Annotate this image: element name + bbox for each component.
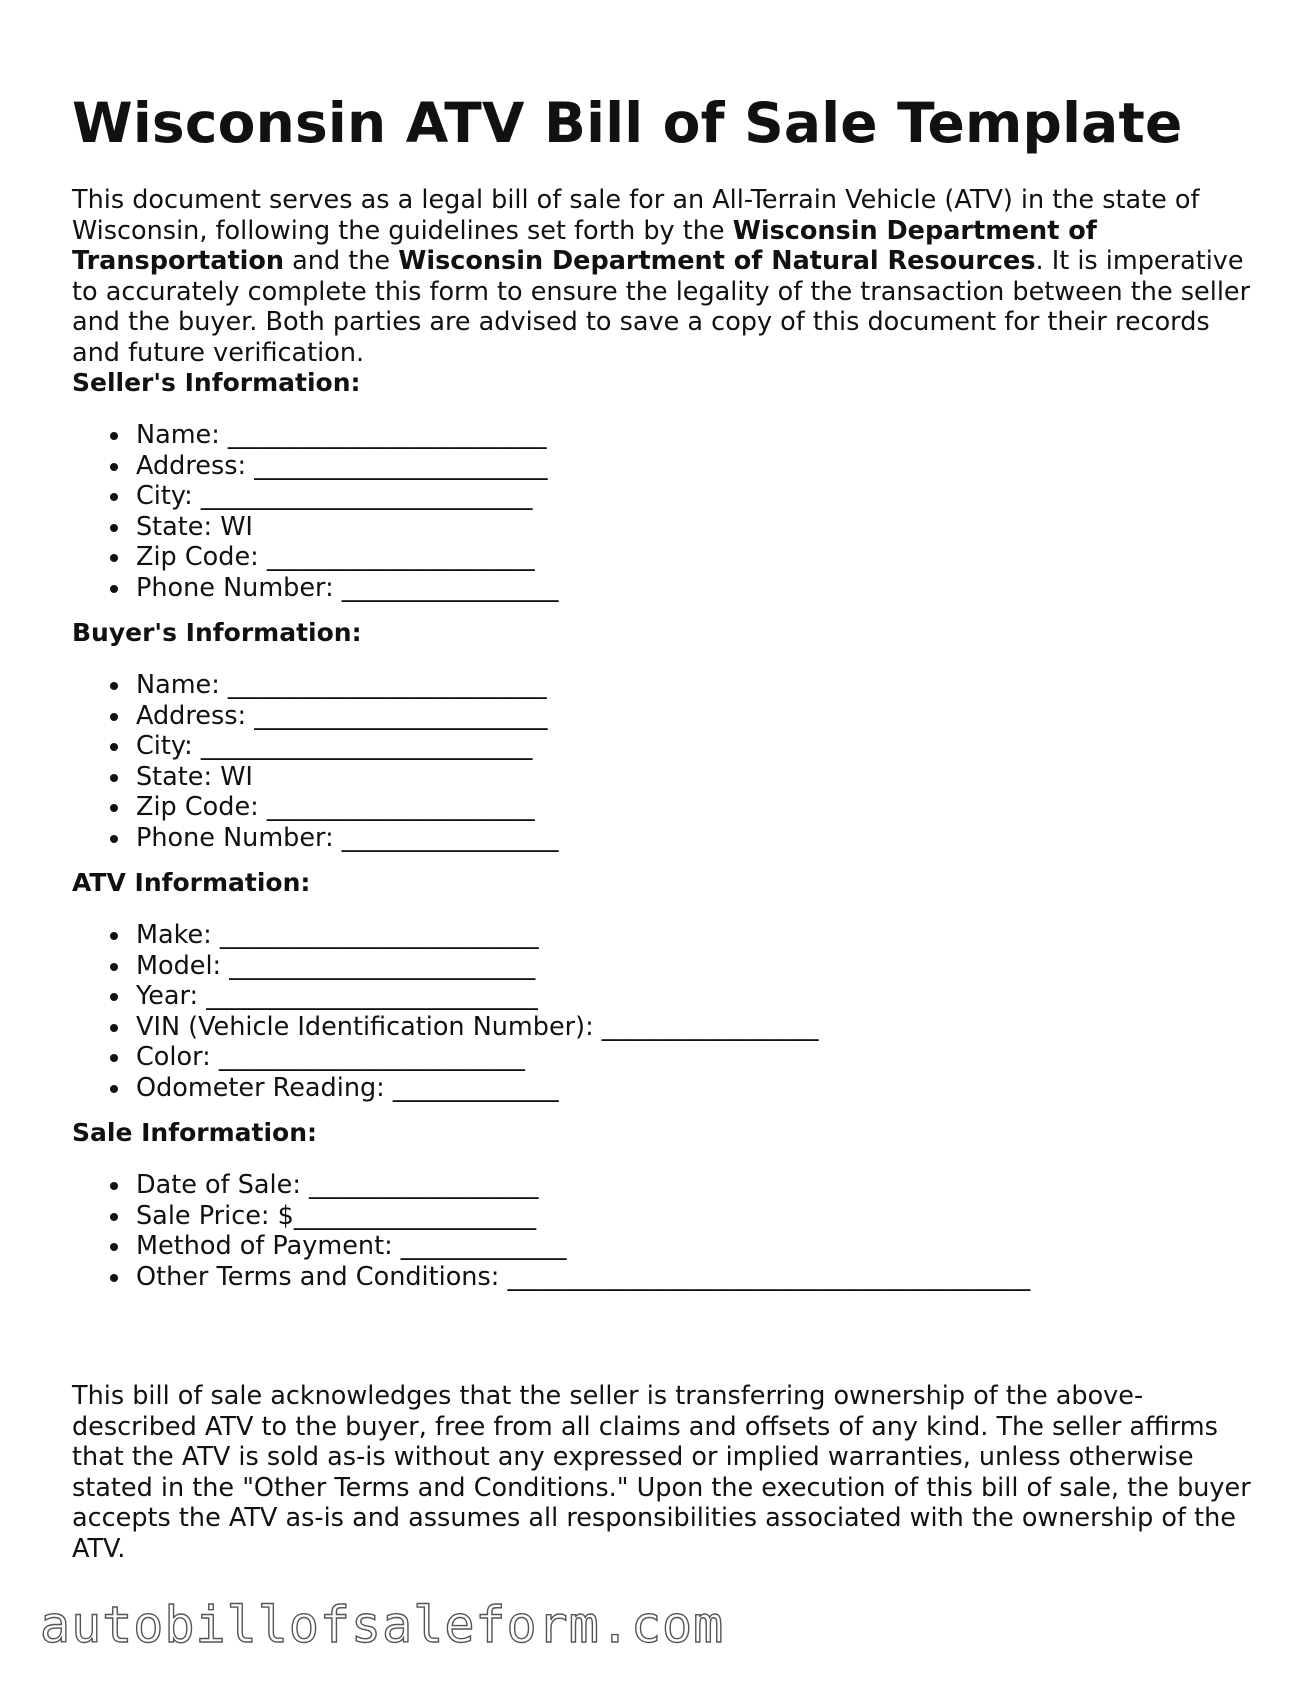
closing-paragraph: This bill of sale acknowledges that the seller is transferring ownership of the above-described ATV to the buyer, free from all claims and offsets of any kind. The seller affirms that the ATV is sold as-is without any expressed or implied warranties, unless otherwise stated in the "Other Terms and Conditions." Upon the execution of this bill of sale, the buyer accepts the ATV as-is and assumes all responsibilities associated with the ownership of the ATV. [72, 1381, 1251, 1564]
buyer-city-field[interactable]: City: __________________________ [72, 731, 559, 762]
page-title: Wisconsin ATV Bill of Sale Template [72, 91, 1183, 155]
atv-list [72, 920, 819, 1103]
intro-paragraph [72, 185, 1252, 368]
intro-bold-dot: Wisconsin Department of Transportation [72, 215, 1097, 276]
atv-model-field[interactable]: Model: ________________________ [72, 951, 819, 982]
atv-vin-field[interactable]: VIN (Vehicle Identification Number): _________________ [72, 1012, 819, 1043]
site-watermark: autobillofsaleform.com [40, 1596, 725, 1654]
seller-heading: Seller's Information: [72, 368, 361, 397]
intro-bold-dnr: Wisconsin Department of Natural Resources [398, 246, 1036, 276]
buyer-state-field: State: WI [72, 762, 559, 793]
sale-date-field[interactable]: Date of Sale: __________________ [72, 1170, 1030, 1201]
seller-zip-field[interactable]: Zip Code: _____________________ [72, 542, 559, 573]
atv-heading: ATV Information: [72, 868, 311, 897]
atv-odometer-field[interactable]: Odometer Reading: _____________ [72, 1073, 819, 1104]
seller-name-field[interactable]: Name: _________________________ [72, 420, 559, 451]
sale-payment-method-field[interactable]: Method of Payment: _____________ [72, 1231, 1030, 1262]
seller-list [72, 420, 559, 603]
buyer-phone-field[interactable]: Phone Number: _________________ [72, 823, 559, 854]
buyer-address-field[interactable]: Address: _______________________ [72, 701, 559, 732]
sale-heading: Sale Information: [72, 1118, 317, 1147]
buyer-name-field[interactable]: Name: _________________________ [72, 670, 559, 701]
sale-list [72, 1170, 1030, 1292]
buyer-list [72, 670, 559, 853]
seller-city-field[interactable]: City: __________________________ [72, 481, 559, 512]
atv-make-field[interactable]: Make: _________________________ [72, 920, 819, 951]
intro-text-3: . It is imperative to accurately complete this form to ensure the legality of the transaction between the seller and the buyer. Both parties are advised to save a copy of this document for their records and future verification. [72, 246, 1251, 368]
buyer-zip-field[interactable]: Zip Code: _____________________ [72, 792, 559, 823]
atv-color-field[interactable]: Color: ________________________ [72, 1042, 819, 1073]
atv-year-field[interactable]: Year: __________________________ [72, 981, 819, 1012]
buyer-heading: Buyer's Information: [72, 618, 362, 647]
sale-other-terms-field[interactable]: Other Terms and Conditions: _________________________________________ [72, 1262, 1030, 1293]
sale-price-field[interactable]: Sale Price: $___________________ [72, 1201, 1030, 1232]
seller-address-field[interactable]: Address: _______________________ [72, 451, 559, 482]
seller-state-field: State: WI [72, 512, 559, 543]
intro-text-1: This document serves as a legal bill of sale for an All-Terrain Vehicle (ATV) in the state of Wisconsin, following the guidelines set forth by the [72, 185, 1200, 246]
seller-phone-field[interactable]: Phone Number: _________________ [72, 573, 559, 604]
intro-text-2: and the [284, 246, 399, 276]
